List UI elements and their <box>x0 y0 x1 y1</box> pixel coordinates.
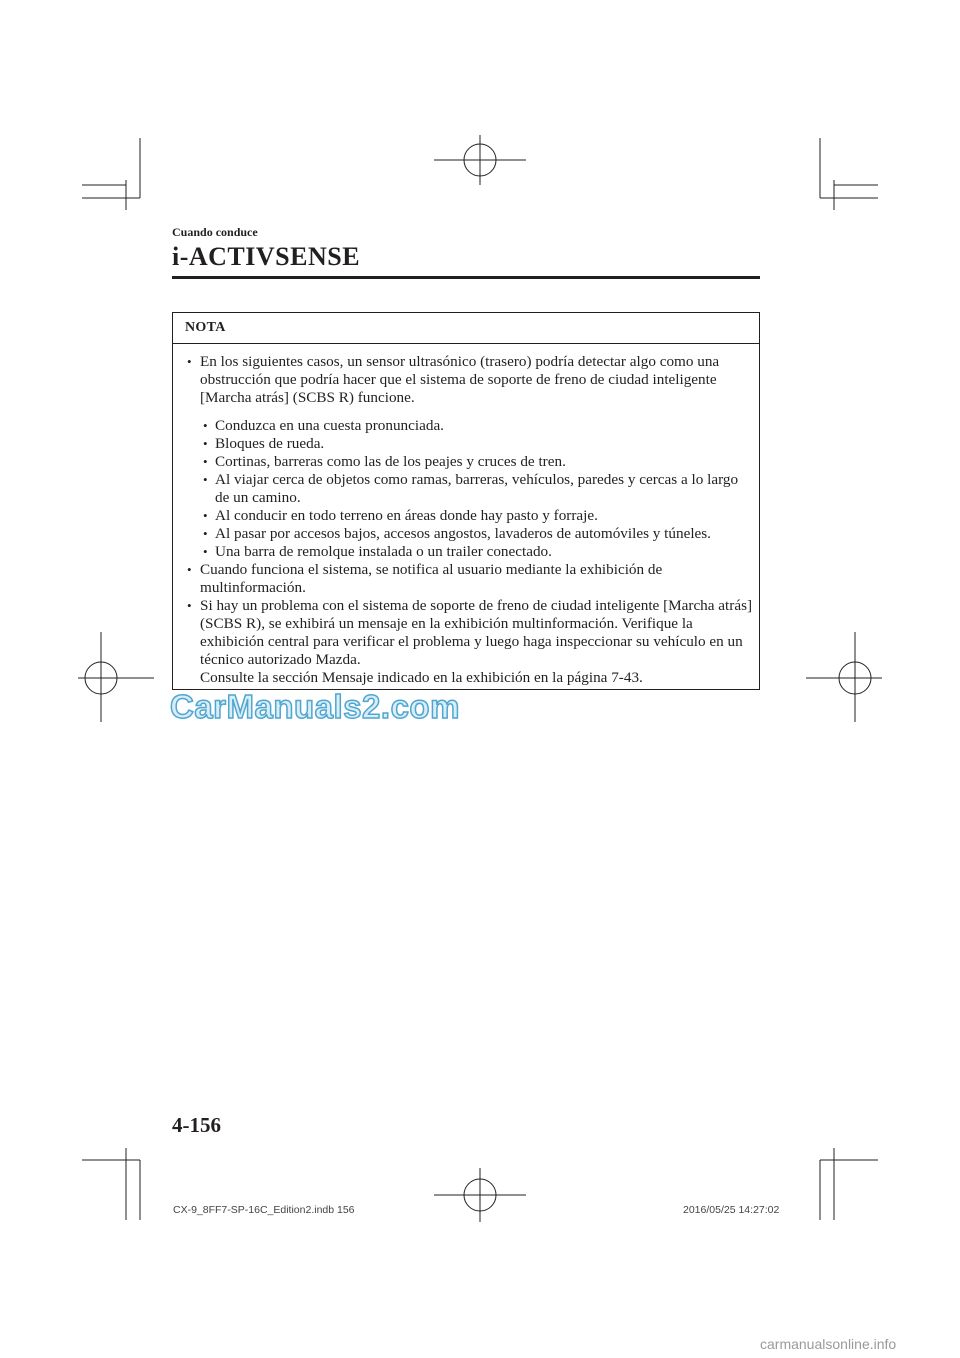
footer-site: carmanualsonline.info <box>760 1336 897 1352</box>
sub-item-text: Al viajar cerca de objetos como ramas, barreras, vehículos, paredes y cercas a lo largo de un camino. <box>215 471 739 506</box>
note-item-3 <box>173 597 759 687</box>
note-body <box>173 353 759 687</box>
sub-list <box>173 417 753 561</box>
sub-item: • Al conducir en todo terreno en áreas donde hay pasto y forraje. <box>203 507 598 524</box>
note-item-text: Cuando funciona el sistema, se notifica al usuario mediante la exhibición de multinformación. <box>200 561 663 596</box>
note-heading-rule <box>173 343 759 344</box>
note-item-2 <box>173 561 759 597</box>
sub-item: • Bloques de rueda. <box>203 435 325 452</box>
section-label: Cuando conduce <box>172 225 258 239</box>
note-item-1 <box>173 353 759 561</box>
footer-file-info: CX-9_8FF7-SP-16C_Edition2.indb 156 <box>173 1204 355 1216</box>
note-item-text: Si hay un problema con el sistema de soporte de freno de ciudad inteligente [Marcha atrás] (SCBS R), se exhibirá un mensaje en la exhibición multinformación. Verifique la exhibición central para verificar el problema y luego haga inspeccionar su vehículo en un técnico autorizado Mazda. <box>200 597 753 668</box>
note-item-extra: Consulte la sección Mensaje indicado en la exhibición en la página 7-43. <box>200 669 643 686</box>
sub-item: • Conduzca en una cuesta pronunciada. <box>203 417 444 434</box>
section-title: i-ACTIVSENSE <box>172 242 361 271</box>
footer-date: 2016/05/25 14:27:02 <box>683 1204 780 1216</box>
bullet: • <box>187 354 192 369</box>
sub-item: • Al pasar por accesos bajos, accesos angostos, lavaderos de automóviles y túneles. <box>203 525 711 542</box>
sub-item-text: Cortinas, barreras como las de los peajes y cruces de tren. <box>215 453 566 470</box>
sub-item-text: Al conducir en todo terreno en áreas donde hay pasto y forraje. <box>215 507 598 524</box>
bullet: • <box>187 598 192 613</box>
sub-item-text: Conduzca en una cuesta pronunciada. <box>215 417 444 434</box>
bullet: • <box>187 562 192 577</box>
note-box <box>172 312 760 690</box>
note-item-text: En los siguientes casos, un sensor ultrasónico (trasero) podría detectar algo como una obstrucción que podría hacer que el sistema de soporte de freno de ciudad inteligente [Marcha atrás] (SCBS R) funcione. <box>200 353 720 406</box>
sub-item: • Al viajar cerca de objetos como ramas, barreras, vehículos, paredes y cercas a lo largo de un camino. <box>203 471 739 506</box>
sub-item: • Cortinas, barreras como las de los peajes y cruces de tren. <box>203 453 566 470</box>
watermark-logo: CarManuals2.com <box>170 688 460 725</box>
note-heading: NOTA <box>185 320 226 335</box>
sub-item-text: Una barra de remolque instalada o un trailer conectado. <box>215 543 552 560</box>
page-number: 4-156 <box>172 1113 221 1137</box>
title-rule <box>172 276 760 279</box>
sub-item-text: Bloques de rueda. <box>215 435 325 452</box>
sub-item: • Una barra de remolque instalada o un trailer conectado. <box>203 543 552 560</box>
sub-item-text: Al pasar por accesos bajos, accesos angostos, lavaderos de automóviles y túneles. <box>215 525 711 542</box>
